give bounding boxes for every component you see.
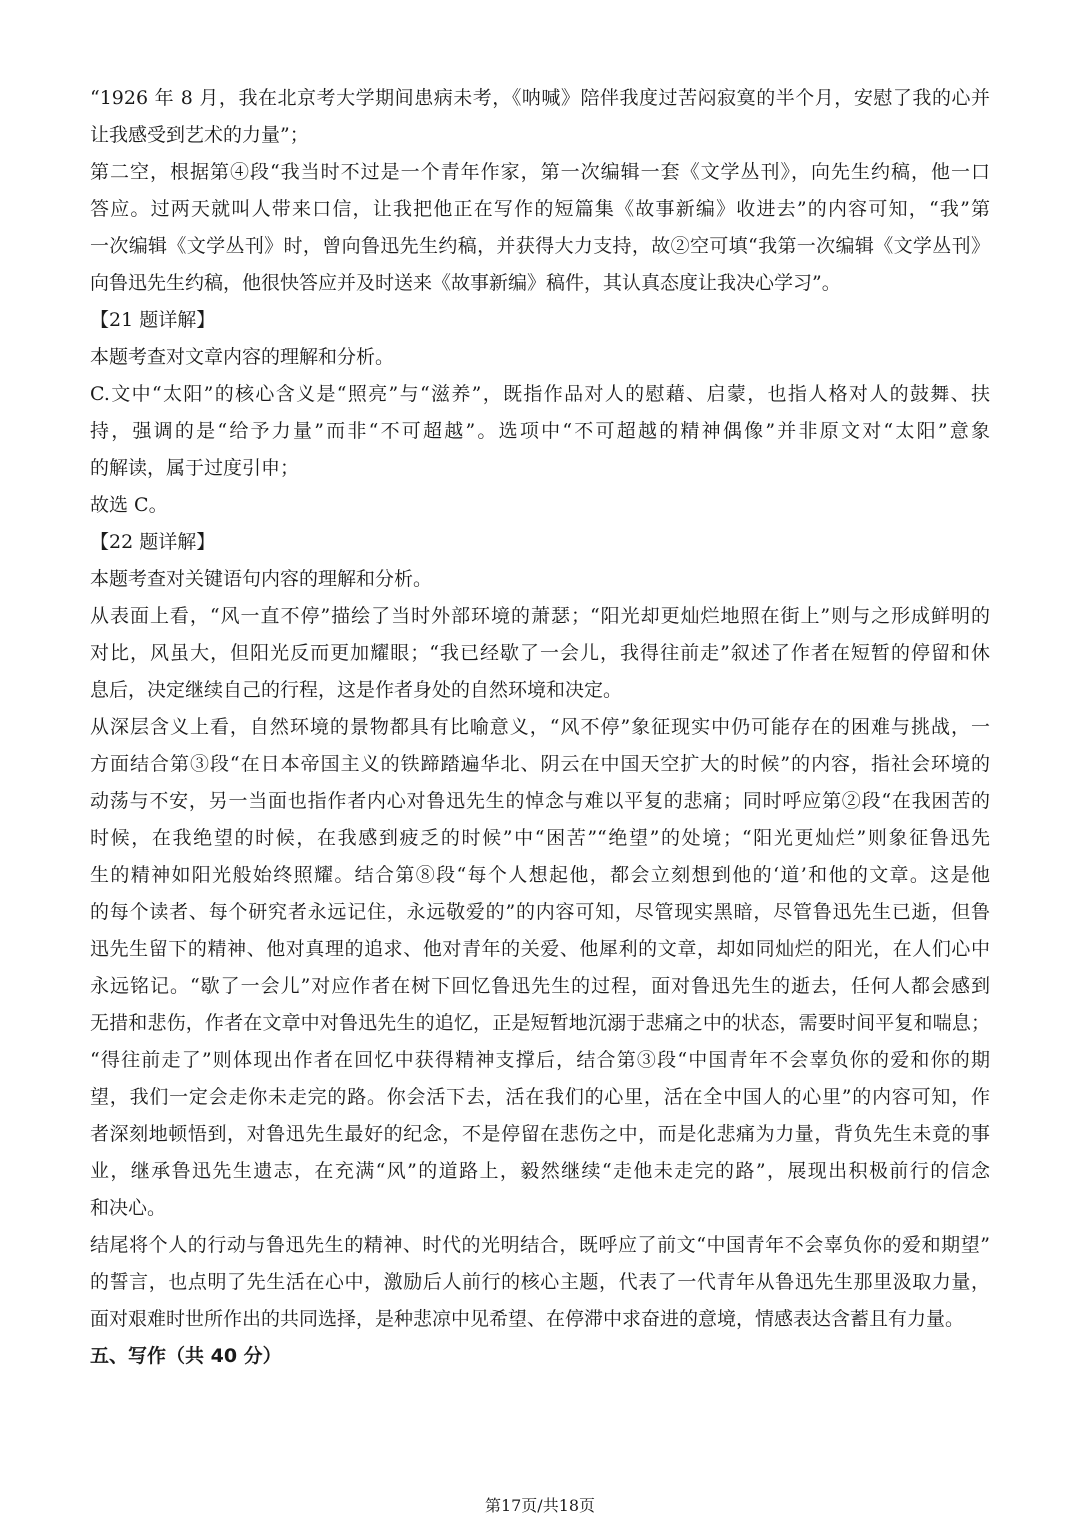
text-line: 持，强调的是“给予力量”而非“不可超越”。选项中“不可超越的精神偶像”并非原文对“太阳”意象 bbox=[90, 420, 990, 442]
text-line: 的誓言，也点明了先生活在心中，激励后人前行的核心主题，代表了一代青年从鲁迅先生那里汲取力量， bbox=[90, 1271, 990, 1293]
text-line: 对比，风虽大，但阳光反而更加耀眼；“我已经歇了一会儿，我得往前走”叙述了作者在短暂的停留和休 bbox=[90, 642, 990, 664]
text-line: 方面结合第③段“在日本帝国主义的铁蹄踏遍华北、阴云在中国天空扩大的时候”的内容，指社会环境的 bbox=[90, 753, 990, 775]
text-line: 动荡与不安，另一当面也指作者内心对鲁迅先生的悼念与难以平复的悲痛；同时呼应第②段“在我困苦的 bbox=[90, 790, 990, 812]
text-line: “得往前走了”则体现出作者在回忆中获得精神支撑后，结合第③段“中国青年不会辜负你的爱和你的期 bbox=[90, 1049, 990, 1071]
text-line: 的解读，属于过度引申； bbox=[90, 457, 300, 479]
text-line: 故选 C。 bbox=[90, 494, 168, 516]
text-line: 和决心。 bbox=[90, 1197, 167, 1219]
text-line: 【22 题详解】 bbox=[90, 531, 216, 553]
text-line: 结尾将个人的行动与鲁迅先生的精神、时代的光明结合，既呼应了前文“中国青年不会辜负你的爱和期望” bbox=[90, 1234, 990, 1256]
text-line: 面对艰难时世所作出的共同选择，是种悲凉中见希望、在停滞中求奋进的意境，情感表达含蓄且有力量。 bbox=[90, 1308, 965, 1330]
text-line: 息后，决定继续自己的行程，这是作者身处的自然环境和决定。 bbox=[90, 679, 623, 701]
text-line: “1926 年 8 月，我在北京考大学期间患病未考，《呐喊》陪伴我度过苦闷寂寞的半个月，安慰了我的心并 bbox=[90, 87, 990, 109]
text-line: 让我感受到艺术的力量”； bbox=[90, 124, 309, 146]
text-line: 从深层含义上看，自然环境的景物都具有比喻意义，“风不停”象征现实中仍可能存在的困难与挑战，一 bbox=[90, 716, 990, 738]
text-line: 本题考查对关键语句内容的理解和分析。 bbox=[90, 568, 433, 590]
text-line: 时候，在我绝望的时候，在我感到疲乏的时候”中“困苦”“绝望”的处境；“阳光更灿烂”则象征鲁迅先 bbox=[90, 827, 990, 849]
text-line: 业，继承鲁迅先生遗志，在充满“风”的道路上，毅然继续“走他未走完的路”，展现出积极前行的信念 bbox=[90, 1160, 990, 1182]
document-body bbox=[90, 80, 990, 1375]
text-line: 本题考查对文章内容的理解和分析。 bbox=[90, 346, 395, 368]
text-line: 永远铭记。“歇了一会儿”对应作者在树下回忆鲁迅先生的过程，面对鲁迅先生的逝去，任何人都会感到 bbox=[90, 975, 990, 997]
text-line: C.文中“太阳”的核心含义是“照亮”与“滋养”，既指作品对人的慰藉、启蒙，也指人格对人的鼓舞、扶 bbox=[90, 383, 990, 405]
text-line: 无措和悲伤，作者在文章中对鲁迅先生的追忆，正是短暂地沉溺于悲痛之中的状态，需要时间平复和喘息； bbox=[90, 1012, 990, 1034]
text-line: 第二空，根据第④段“我当时不过是一个青年作家，第一次编辑一套《文学丛刊》，向先生约稿，他一口 bbox=[90, 161, 990, 183]
page-number: 第17页/共18页 bbox=[484, 1496, 596, 1515]
text-line: 望，我们一定会走你未走完的路。你会活下去，活在我们的心里，活在全中国人的心里”的内容可知，作 bbox=[90, 1086, 990, 1108]
section-heading: 五、写作（共 40 分） bbox=[90, 1345, 282, 1367]
text-line: 【21 题详解】 bbox=[90, 309, 216, 331]
text-line: 向鲁迅先生约稿，他很快答应并及时送来《故事新编》稿件，其认真态度让我决心学习”。 bbox=[90, 272, 841, 294]
text-line: 的每个读者、每个研究者永远记住，永远敬爱的”的内容可知，尽管现实黑暗，尽管鲁迅先生已逝，但鲁 bbox=[90, 901, 990, 923]
text-line: 一次编辑《文学丛刊》时，曾向鲁迅先生约稿，并获得大力支持，故②空可填“我第一次编辑《文学丛刊》 bbox=[90, 235, 990, 257]
text-line: 从表面上看，“风一直不停”描绘了当时外部环境的萧瑟；“阳光却更灿烂地照在街上”则与之形成鲜明的 bbox=[90, 605, 990, 627]
text-line: 者深刻地顿悟到，对鲁迅先生最好的纪念，不是停留在悲伤之中，而是化悲痛为力量，背负先生未竟的事 bbox=[90, 1123, 990, 1145]
text-line: 迅先生留下的精神、他对真理的追求、他对青年的关爱、他犀利的文章，却如同灿烂的阳光，在人们心中 bbox=[90, 938, 990, 960]
text-line: 答应。过两天就叫人带来口信，让我把他正在写作的短篇集《故事新编》收进去”的内容可知，“我”第 bbox=[90, 198, 990, 220]
text-line: 生的精神如阳光般始终照耀。结合第⑧段“每个人想起他，都会立刻想到他的‘道’和他的文章。这是他 bbox=[90, 864, 990, 886]
